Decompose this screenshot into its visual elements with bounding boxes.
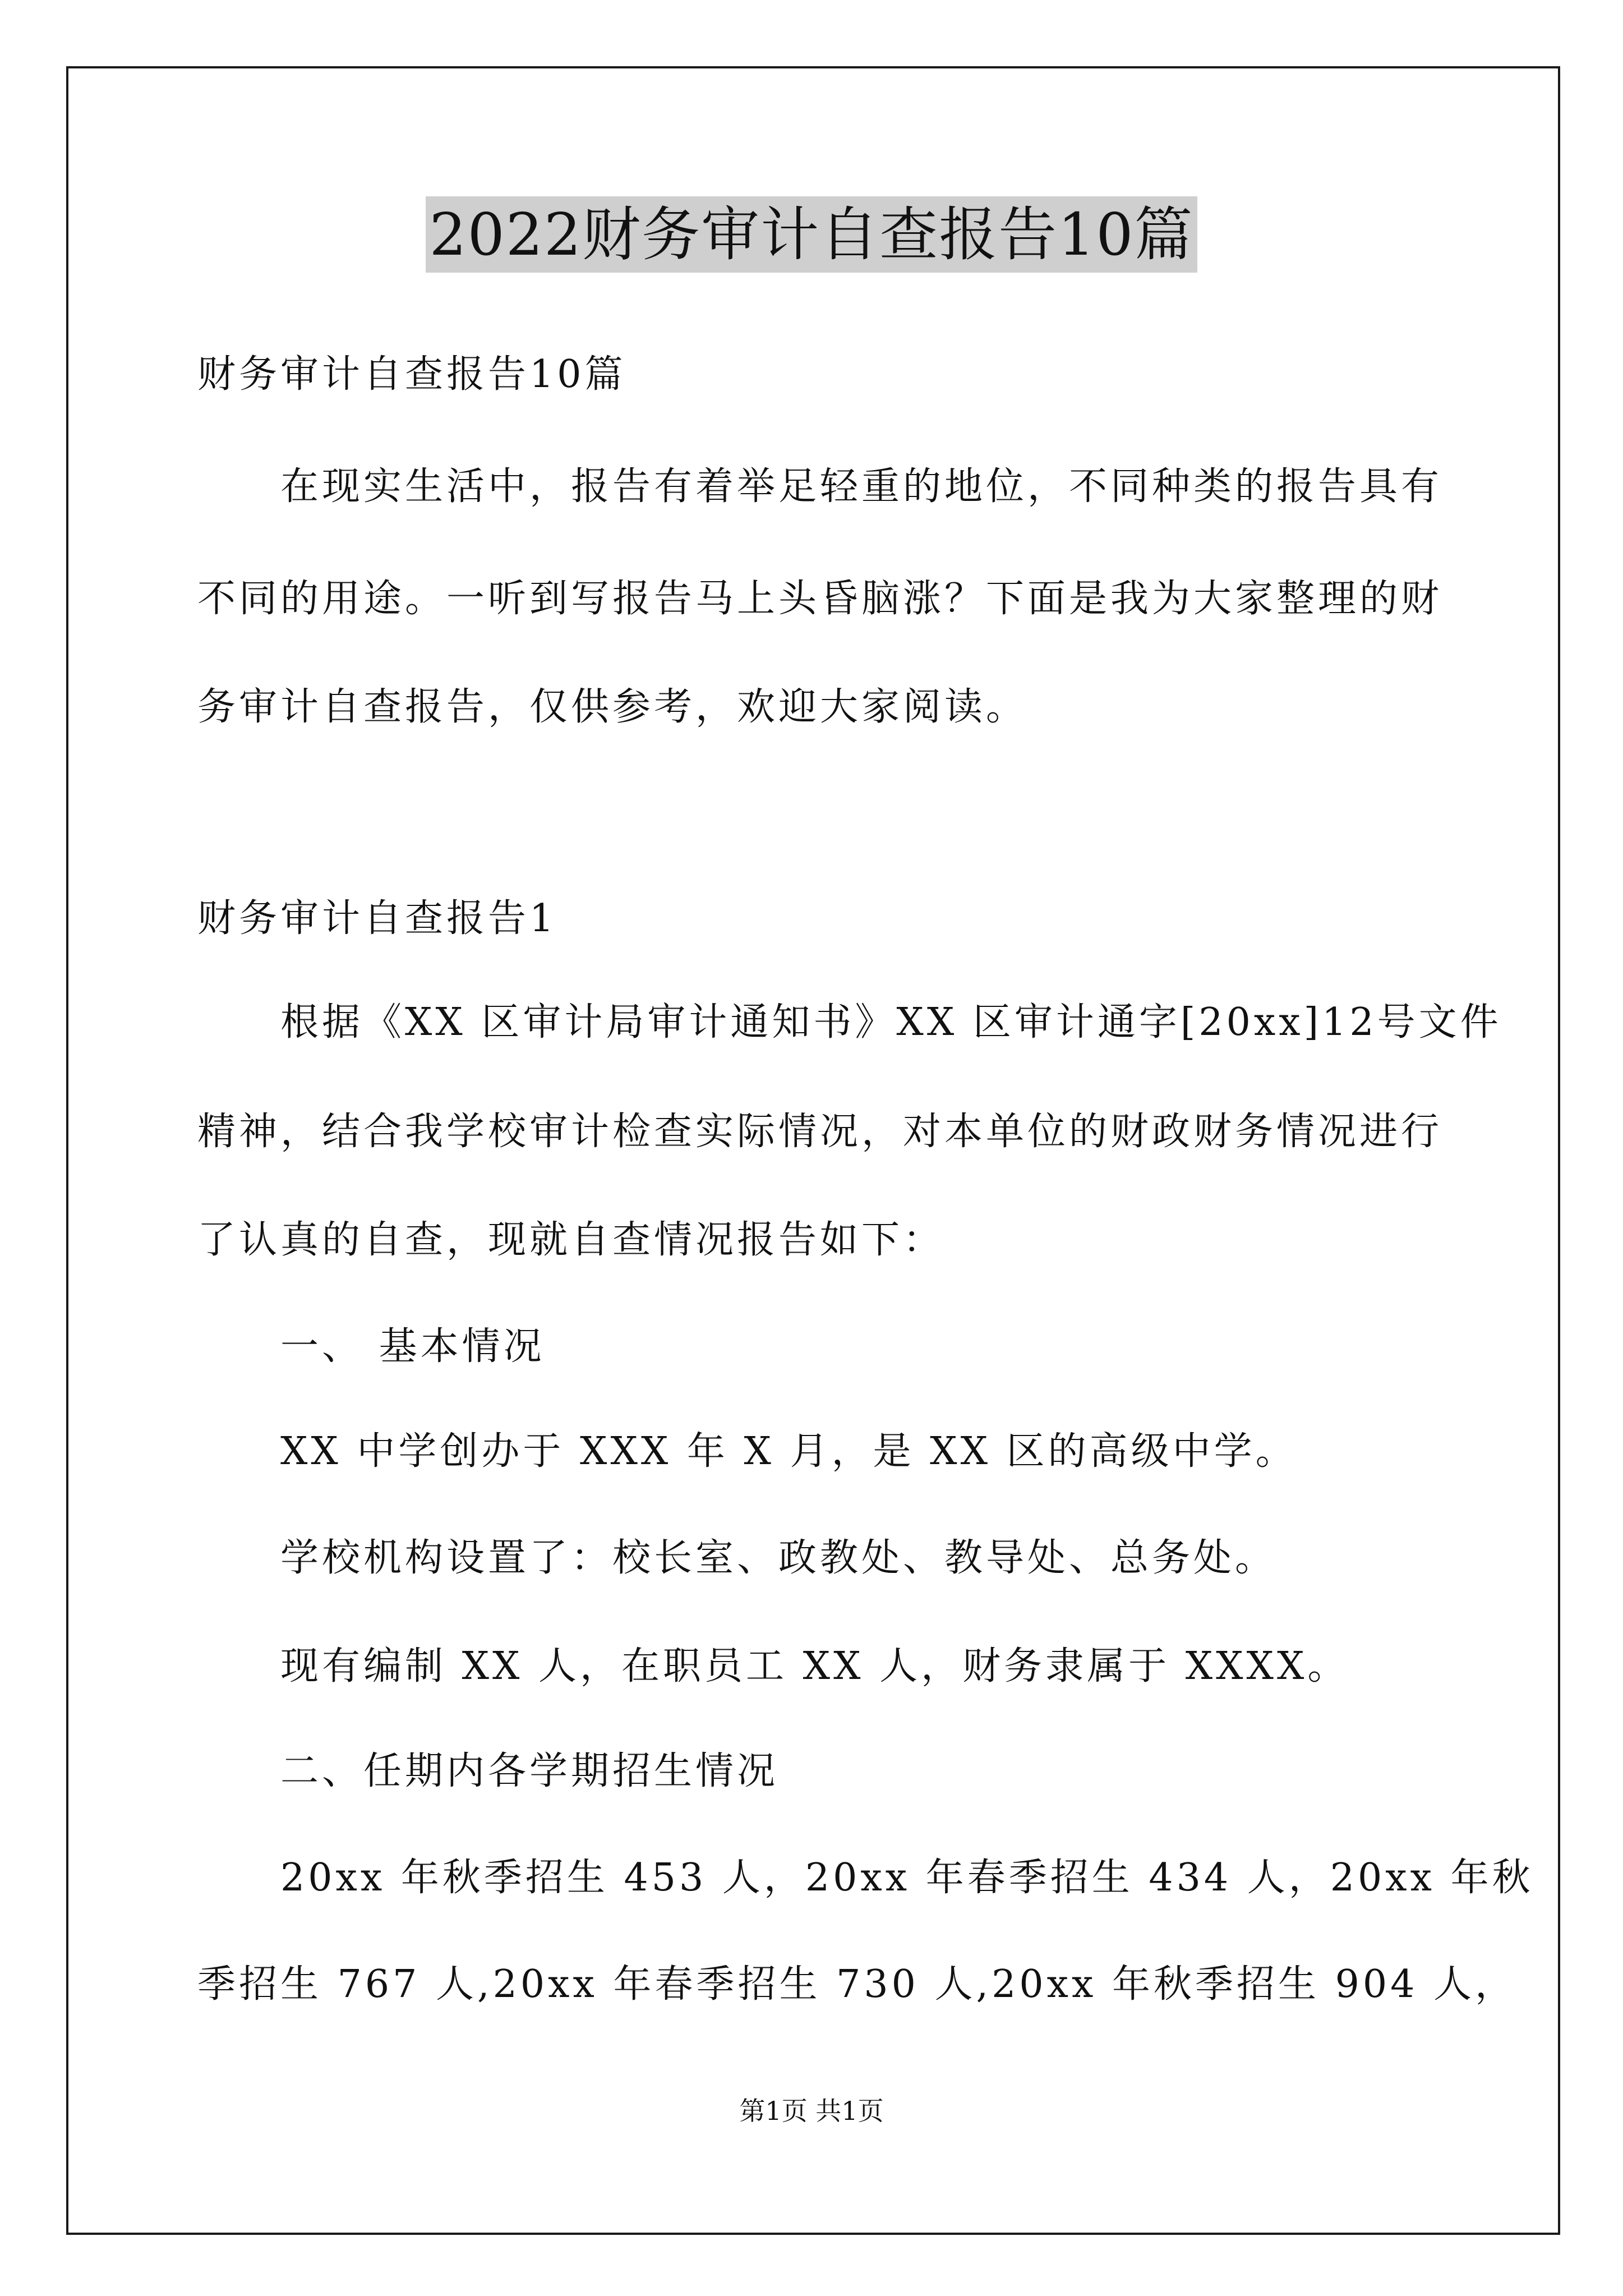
document-subtitle: 财务审计自查报告10篇 [197,352,626,397]
basic-info-line-3: 现有编制 XX 人，在职员工 XX 人，财务隶属于 XXXX。 [280,1644,1349,1688]
section-heading: 财务审计自查报告1 [197,896,557,941]
intro-line-1: 在现实生活中，报告有着举足轻重的地位，不同种类的报告具有 [280,464,1443,509]
enrollment-line-1: 20xx 年秋季招生 453 人，20xx 年春季招生 434 人，20xx 年秋 [280,1856,1534,1900]
enrollment-line-2: 季招生 767 人,20xx 年春季招生 730 人,20xx 年秋季招生 904 人， [197,1962,1516,2007]
document-title: 2022财务审计自查报告10篇 [426,196,1197,273]
section-line-1: 根据《XX 区审计局审计通知书》XX 区审计通字[20xx]12号文件 [280,1000,1502,1045]
section-line-3: 了认真的自查，现就自查情况报告如下： [197,1218,945,1262]
page-footer: 第1页 共1页 [739,2096,884,2126]
intro-line-3: 务审计自查报告，仅供参考，欢迎大家阅读。 [197,685,1028,729]
basic-info-heading: 一、 基本情况 [280,1324,545,1369]
basic-info-line-1: XX 中学创办于 XXX 年 X 月，是 XX 区的高级中学。 [280,1429,1297,1474]
enrollment-heading: 二、任期内各学期招生情况 [280,1749,779,1793]
basic-info-line-2: 学校机构设置了：校长室、政教处、教导处、总务处。 [280,1536,1277,1580]
intro-line-2: 不同的用途。一听到写报告马上头昏脑涨？下面是我为大家整理的财 [197,577,1443,621]
title-container [0,196,1623,273]
section-line-2: 精神，结合我学校审计检查实际情况，对本单位的财政财务情况进行 [197,1110,1443,1154]
